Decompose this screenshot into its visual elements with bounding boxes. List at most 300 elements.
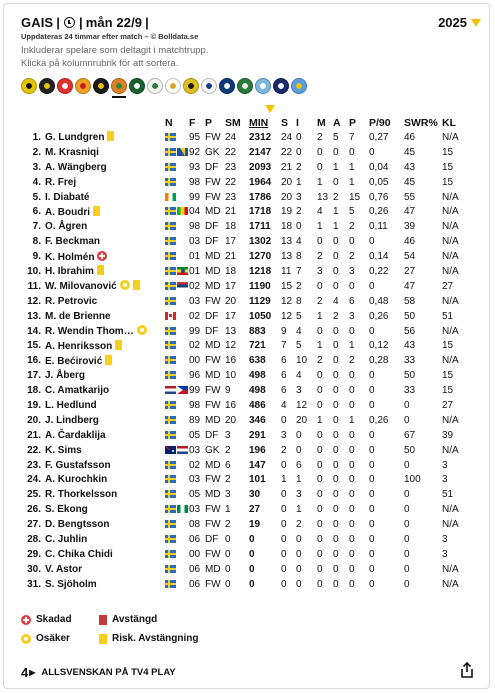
points-per-90: 0,76 [369, 191, 389, 203]
table-row [21, 145, 468, 160]
points: 0 [349, 444, 355, 456]
col-born[interactable]: F [189, 116, 196, 129]
team-logo-icon[interactable] [165, 78, 181, 94]
nationality-flags [165, 264, 189, 279]
col-points-per-90[interactable]: P/90 [369, 116, 391, 129]
position: FW [205, 399, 221, 411]
table-row [21, 502, 468, 517]
birth-year: 06 [189, 578, 201, 590]
assists: 0 [333, 370, 339, 382]
points: 0 [349, 399, 355, 411]
player-rank: 7. [32, 221, 41, 233]
subs-in: 0 [296, 563, 302, 575]
subs-in: 3 [296, 489, 302, 501]
points: 0 [349, 548, 355, 560]
assists: 0 [333, 385, 339, 397]
start-win-rate: 0 [404, 504, 410, 516]
subs-in: 3 [296, 385, 302, 397]
flag-ci-icon [165, 193, 176, 201]
nationality-flags [165, 502, 189, 517]
player-rank: 30. [27, 563, 41, 575]
start-win-rate: 0 [404, 548, 410, 560]
matches: 18 [225, 265, 237, 277]
player-name-text: K. Sims [45, 444, 82, 456]
assists: 0 [333, 265, 339, 277]
starts: 15 [281, 280, 293, 292]
nationality-flags [165, 279, 189, 294]
start-win-rate: 0 [404, 519, 410, 531]
player-name-text: J. Åberg [45, 370, 86, 382]
table-row [21, 309, 468, 324]
player-rank: 16. [27, 355, 41, 367]
kl-value: 3 [442, 459, 448, 471]
subs-in: 8 [296, 295, 302, 307]
assists: 0 [333, 355, 339, 367]
table-row [21, 562, 468, 577]
player-name-text: A. Čardaklija [45, 429, 106, 441]
starts: 7 [281, 340, 287, 352]
player-name [45, 324, 165, 339]
team-logo-icon[interactable] [21, 78, 37, 94]
minutes: 1190 [249, 280, 271, 292]
matches: 16 [225, 355, 237, 367]
minutes: 101 [249, 474, 266, 486]
position: FW [205, 355, 221, 367]
points-per-90: 0 [369, 236, 375, 248]
team-logo-icon[interactable] [291, 78, 307, 94]
player-name [45, 294, 165, 309]
col-name [45, 115, 165, 130]
starts: 12 [281, 295, 293, 307]
start-win-rate: 50 [404, 444, 416, 456]
matches: 0 [225, 548, 231, 560]
table-header-row [21, 115, 468, 130]
assists: 0 [333, 340, 339, 352]
position: FW [205, 131, 221, 143]
nationality-flags [165, 353, 189, 368]
start-win-rate: 46 [404, 236, 416, 248]
col-points[interactable]: P [349, 116, 357, 129]
birth-year: 00 [189, 548, 201, 560]
assists: 0 [333, 429, 339, 441]
flag-se-icon [165, 461, 176, 469]
position: MD [205, 251, 221, 263]
flag-se-icon [165, 550, 176, 558]
legend-label: Risk. Avstängning [112, 633, 199, 644]
player-name [45, 428, 165, 443]
goals: 0 [317, 578, 323, 590]
col-nationality[interactable]: N [165, 116, 173, 129]
player-name-text: A. Henriksson [45, 340, 113, 352]
birth-year: 99 [189, 385, 201, 397]
points: 0 [349, 519, 355, 531]
team-logo-icon[interactable] [237, 78, 253, 94]
birth-year: 03 [189, 504, 201, 516]
player-name [45, 190, 165, 205]
points: 6 [349, 295, 355, 307]
subs-in: 2 [296, 280, 302, 292]
player-rank: 19. [27, 399, 41, 411]
table-row [21, 368, 468, 383]
player-name-text: V. Astor [45, 563, 83, 575]
assists: 0 [333, 489, 339, 501]
player-rank: 27. [27, 519, 41, 531]
start-win-rate: 45 [404, 176, 416, 188]
birth-year: 99 [189, 325, 201, 337]
team-logo-icon[interactable] [111, 78, 127, 94]
col-position[interactable]: P [205, 116, 213, 129]
header-line [21, 15, 149, 30]
table-row [21, 279, 468, 294]
team-logo-icon[interactable] [57, 78, 73, 94]
assists: 0 [333, 578, 339, 590]
points-per-90: 0,04 [369, 161, 389, 173]
start-win-rate: 0 [404, 414, 410, 426]
birth-year: 01 [189, 265, 201, 277]
starts: 22 [281, 146, 293, 158]
col-start-win-rate[interactable]: SWR% [404, 116, 438, 129]
minutes: 1718 [249, 206, 272, 218]
goals: 0 [317, 563, 323, 575]
nationality-flags [165, 219, 189, 234]
kl-value: N/A [442, 355, 459, 367]
minutes: 1270 [249, 251, 272, 263]
player-name [45, 204, 165, 219]
clock-icon [64, 17, 75, 28]
kl-value: 15 [442, 146, 454, 158]
points: 0 [349, 370, 355, 382]
team-logo-icon[interactable] [93, 78, 109, 94]
goals: 0 [317, 489, 323, 501]
yellow-card-risk-icon [97, 265, 104, 275]
points: 5 [349, 206, 355, 218]
team-logo-icon[interactable] [255, 78, 271, 94]
starts: 0 [281, 548, 287, 560]
points-per-90: 0 [369, 325, 375, 337]
kl-value: N/A [442, 325, 459, 337]
matches: 21 [225, 206, 237, 218]
birth-year: 06 [189, 563, 201, 575]
flag-se-icon [165, 431, 176, 439]
share-icon[interactable] [460, 662, 474, 678]
yellow-card-risk-icon [93, 206, 100, 216]
subs-in: 2 [296, 519, 302, 531]
minutes: 30 [249, 489, 261, 501]
position: MD [205, 370, 221, 382]
start-win-rate: 0 [404, 533, 410, 545]
player-rank: 18. [27, 385, 41, 397]
subs-in: 0 [296, 548, 302, 560]
table-row [21, 472, 468, 487]
flag-se-icon [165, 401, 176, 409]
assists: 0 [333, 519, 339, 531]
nationality-flags [165, 294, 189, 309]
player-name-text: G. Lundgren [45, 132, 105, 144]
subs-in: 0 [296, 578, 302, 590]
points: 0 [349, 280, 355, 292]
flag-se-icon [165, 356, 176, 364]
minutes: 1302 [249, 236, 272, 248]
kl-value: N/A [442, 221, 459, 233]
col-assists[interactable]: A [333, 116, 341, 129]
team-logo-icon[interactable] [183, 78, 199, 94]
points-per-90: 0,27 [369, 131, 389, 143]
flag-se-icon [165, 565, 176, 573]
subs-in: 6 [296, 459, 302, 471]
birth-year: 06 [189, 533, 201, 545]
birth-year: 02 [189, 310, 201, 322]
matches: 22 [225, 146, 237, 158]
col-goals[interactable]: M [317, 116, 326, 129]
separator: | [78, 15, 83, 30]
table-row [21, 249, 468, 264]
subs-in: 0 [296, 221, 302, 233]
yellow-card-risk-icon [107, 131, 114, 141]
player-name [45, 472, 165, 487]
flag-se-icon [165, 341, 176, 349]
matches: 1 [225, 504, 231, 516]
kl-value: 3 [442, 474, 448, 486]
player-name-text: C. Amatkarijo [45, 385, 110, 397]
subs-in: 10 [296, 355, 308, 367]
assists: 0 [333, 444, 339, 456]
starts: 4 [281, 399, 287, 411]
assists: 0 [333, 236, 339, 248]
assists: 1 [333, 161, 339, 173]
minutes: 196 [249, 444, 266, 456]
matches: 20 [225, 414, 237, 426]
player-rank: 25. [27, 489, 41, 501]
matches: 21 [225, 251, 237, 263]
legend-uncertain [21, 633, 70, 644]
birth-year: 01 [189, 251, 201, 263]
goals: 1 [317, 176, 323, 188]
subs-in: 5 [296, 340, 302, 352]
assists: 2 [333, 310, 339, 322]
table-row [21, 264, 468, 279]
birth-year: 93 [189, 161, 201, 173]
player-name [45, 219, 165, 234]
points-per-90: 0,22 [369, 265, 389, 277]
minutes: 0 [249, 563, 255, 575]
position: GK [205, 444, 220, 456]
minutes: 2312 [249, 131, 272, 143]
position: MD [205, 489, 221, 501]
player-name [45, 577, 165, 592]
player-rank: 13. [27, 310, 41, 322]
team-logo-icon[interactable] [39, 78, 55, 94]
starts: 0 [281, 489, 287, 501]
goals: 0 [317, 548, 323, 560]
legend-label: Skadad [36, 614, 72, 625]
col-minutes[interactable]: MIN [249, 116, 269, 129]
subs-in: 20 [296, 414, 308, 426]
nationality-flags [165, 204, 189, 219]
matches: 2 [225, 444, 231, 456]
position: MD [205, 206, 221, 218]
goals: 1 [317, 310, 323, 322]
position: MD [205, 280, 221, 292]
separator: | [56, 15, 60, 30]
kl-value: 15 [442, 370, 454, 382]
col-subs-in[interactable]: I [296, 116, 299, 129]
matches: 2 [225, 519, 231, 531]
goals: 2 [317, 355, 323, 367]
yellow-card-risk-icon [115, 340, 122, 350]
player-name [45, 413, 165, 428]
kl-value: N/A [442, 251, 459, 263]
starts: 24 [281, 131, 293, 143]
minutes: 1964 [249, 176, 272, 188]
starts: 6 [281, 370, 287, 382]
goals: 0 [317, 146, 323, 158]
minutes: 1711 [249, 221, 271, 233]
player-name-text: E. Bećirović [45, 355, 103, 367]
team-logo-icon[interactable] [75, 78, 91, 94]
flag-se-icon [165, 282, 176, 290]
minutes: 1218 [249, 265, 272, 277]
player-name [45, 517, 165, 532]
start-win-rate: 43 [404, 161, 416, 173]
yellow-card-risk-icon [133, 280, 140, 290]
birth-year: 02 [189, 459, 201, 471]
player-name-text: M. Krasniqi [45, 146, 99, 158]
birth-year: 89 [189, 414, 201, 426]
player-name-text: O. Ågren [45, 221, 88, 233]
start-win-rate: 100 [404, 474, 421, 486]
goals: 3 [317, 265, 323, 277]
position: FW [205, 295, 221, 307]
kl-value: N/A [442, 131, 459, 143]
points-per-90: 0,28 [369, 355, 389, 367]
year-selector[interactable] [438, 15, 481, 30]
assists: 2 [333, 191, 339, 203]
matches: 0 [225, 563, 231, 575]
red-cross-icon [21, 615, 31, 625]
position: FW [205, 176, 221, 188]
birth-year: 05 [189, 429, 201, 441]
player-name-text: R. Wendin Thom… [45, 326, 134, 338]
player-name-text: F. Gustafsson [45, 459, 111, 471]
minutes: 147 [249, 459, 266, 471]
minutes: 1786 [249, 191, 272, 203]
flag-ph-icon [177, 386, 188, 394]
player-name [45, 175, 165, 190]
points: 7 [349, 131, 355, 143]
matches: 0 [225, 578, 231, 590]
player-name-text: S. Sjöholm [45, 578, 97, 590]
goals: 0 [317, 236, 323, 248]
team-logo-icon[interactable] [147, 78, 163, 94]
minutes: 346 [249, 414, 266, 426]
nationality-flags [165, 472, 189, 487]
team-logo-icon[interactable] [129, 78, 145, 94]
points-per-90: 0 [369, 399, 375, 411]
points: 2 [349, 251, 355, 263]
table-row [21, 487, 468, 502]
player-name-text: F. Beckman [45, 236, 101, 248]
goals: 1 [317, 414, 323, 426]
team-logo-icon[interactable] [201, 78, 217, 94]
team-logo-icon[interactable] [273, 78, 289, 94]
matches: 24 [225, 131, 237, 143]
player-name-text: C. Juhlin [45, 533, 88, 545]
flag-au-icon [165, 446, 176, 454]
points: 3 [349, 265, 355, 277]
kl-value: 27 [442, 399, 454, 411]
table-row [21, 130, 468, 145]
matches: 13 [225, 325, 237, 337]
starts: 9 [281, 325, 287, 337]
col-rank [21, 115, 45, 130]
subs-in: 0 [296, 533, 302, 545]
minutes: 498 [249, 385, 266, 397]
flag-se-icon [165, 490, 176, 498]
yellow-square-icon [99, 634, 107, 644]
flag-ml-icon [177, 207, 188, 215]
start-win-rate: 54 [404, 251, 416, 263]
minutes: 1129 [249, 295, 271, 307]
matches: 12 [225, 340, 237, 352]
flag-rs-icon [177, 282, 188, 290]
match-date: mån 22/9 [85, 15, 143, 30]
start-win-rate: 43 [404, 340, 416, 352]
legend-label: Osäker [36, 633, 70, 644]
start-win-rate: 55 [404, 191, 416, 203]
nationality-flags [165, 562, 189, 577]
points: 0 [349, 533, 355, 545]
goals: 0 [317, 325, 323, 337]
table-row [21, 532, 468, 547]
position: MD [205, 459, 221, 471]
matches: 17 [225, 236, 237, 248]
info-line: Klicka på kolumnrubrik för att sortera. [21, 57, 179, 69]
starts: 0 [281, 533, 287, 545]
col-kl[interactable]: KL [442, 116, 456, 129]
flag-se-icon [165, 267, 176, 275]
table-row [21, 428, 468, 443]
player-name-text: C. Chika Chidi [45, 548, 113, 560]
position: DF [205, 236, 219, 248]
player-name [45, 160, 165, 175]
nationality-flags [165, 145, 189, 160]
starts: 0 [281, 459, 287, 471]
matches: 20 [225, 295, 237, 307]
col-matches[interactable]: SM [225, 116, 241, 129]
kl-value: N/A [442, 191, 459, 203]
team-logo-icon[interactable] [219, 78, 235, 94]
goals: 1 [317, 340, 323, 352]
subs-in: 0 [296, 146, 302, 158]
start-win-rate: 0 [404, 459, 410, 471]
start-win-rate: 39 [404, 221, 416, 233]
points-per-90: 0 [369, 474, 375, 486]
nationality-flags [165, 234, 189, 249]
player-name [45, 487, 165, 502]
player-name [45, 338, 165, 353]
player-rank: 3. [32, 161, 41, 173]
start-win-rate: 46 [404, 131, 416, 143]
nationality-flags [165, 368, 189, 383]
starts: 13 [281, 251, 293, 263]
starts: 13 [281, 236, 293, 248]
player-name-text: A. Kurochkin [45, 474, 108, 486]
footer-link[interactable] [21, 665, 176, 680]
col-starts[interactable]: S [281, 116, 289, 129]
flag-ng-icon [177, 505, 188, 513]
starts: 3 [281, 429, 287, 441]
player-rank: 21. [27, 429, 41, 441]
